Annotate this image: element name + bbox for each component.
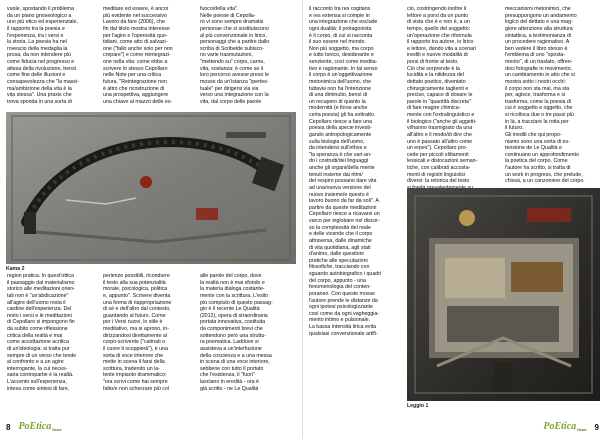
- logo-subtext: News: [52, 428, 62, 432]
- leggio-artwork: [407, 188, 600, 401]
- left-column-1-bottom: region pratica. In quest'ottica il passaggio dal materialismo storico alle meditazioni orien- tali non è "un'abdicazione" all'agire dell'uomo resta il cardine dell'esperienza. Del resto i versi e le meditazioni di Cepollaro si impongono fin da subito come riflessione critica della realtà e mai come accettazione acritica di un'ideologia: si tratta pur sempre di un verso che tende al confronto e a un agire interrogante, la cui neces- saria contropartie è la realtà. L'accento sull'esperienza, intesa come sintesi di fare,: [7, 273, 77, 392]
- right-page: [302, 0, 605, 439]
- left-column-1-top: vuole, spostando il problema da un piano gnoseologico a uno più etico ed esperienziale, il rapporto tra la poesia e l'esperienza, tra i versi e la storia. La poesia ha nel rovescio della medaglia la prosa, da non intendere più come fiducia nel progresso e attesa della rivoluzione, bensì come fine delle illusioni e consapevolezza che "la massi- ma/ambizione della vita è la vita stessa". Una praxis che trova sponda in una sorta di: [7, 6, 79, 105]
- logo-subtext: News: [577, 428, 587, 432]
- logo-text: PoEtica: [18, 421, 52, 432]
- left-footer: [6, 421, 62, 433]
- left-column-3-bottom: alle parole del corpo, dove la realtà non è mai sfondo e la materia dialoga costante- mente con la scrittura. L'esito più compiuto di questo passag- gio è il recente Le Qualità (2012), opera di straordinaria portata innovativa, costituita da componimenti brevi che sottendono però una struttu- ra poematica. Laddove si assisteva a un'interfusione della coscienza e a una messa in scena di una voce interiore, sebbene con tutto il portato che l'esistenza, il "fuori" lasciano in eredità - ora è già scritto - ne Le Qualità: [200, 273, 273, 392]
- kama-artwork: [6, 112, 296, 264]
- poetica-logo: [18, 422, 61, 432]
- leggio-caption: Leggio 1: [407, 403, 429, 409]
- leggio-artwork-image: [407, 188, 600, 401]
- right-column-1: il racconto tra res cogitans e res extensa si compie in una integrazione che esclude ogni dualità: il protagonista è il corpo, di cui si racconta il suo essere nel mondo. Non più soggetto, ma corpo e tutto tonico, desiderante e senziente, così come medita- tivo e ragionante. In tal senso il corpo è un'oggettivazione metonimica dell'uomo, che tuttavia non ha l'intenzione di una diminutio, bensì di un recupero di quanto la modernità (e forse anche certa poesia) gli ha sottratto. Cepollaro riesce a fare una poesia della specie investi- gando antropologicamente sulla biologia dell'uomo, da intendersi sull'ethos e "la speranza è che vari-an- do i costrutti/dei linguaggi anche gli organi/della mente tenuti insieme dai ritmi/ del respiro possano dare vita ad una/nuova versione del nuovo insieme/e questo è lavoro buono da far da soli". A partire da queste meditazioni Cepollaro riesce a ricavarsi un varco per inglobare nel discor- so la complessità del reale e delle vicende che il corpo attraversa, dalle dinamiche di vita quotidiana, agli stati d'animo, dalle questioni pratiche alle speculazioni filosofiche, tracciando con sguardo autobiografico i quadri del corpo, appunto - una fenomenologia del conten- poraneo. Con queste mosse l'autore prende le distanze da ogni ipotesi psicologizzante così come da ogni vagheggia- mento intimo e pulsionale. La bassa intensità lirica evita qualsiasi convenzionale artifi-: [309, 6, 382, 337]
- kama-artwork-image: [6, 112, 296, 264]
- kama-caption: Kama 2: [6, 266, 25, 272]
- left-page: [0, 0, 302, 439]
- page-number: 8: [6, 422, 11, 432]
- right-column-3: meccanismi metonimici, che presuppongono un andamento logico del dettato e una mag- giore attenzione alla struttura sintattica, a testimonianza di un procedere ragionativo. A ben vedere il libro stesso è l'emblema di uno "sposta- mento", di un traslato, offren- doci fotografie in movimento, un cambiamento in atto che si mostra sotto i nostri occhi: il corpo non sta mai, ma sta per, agisce, trasforma e si trasforma, come la poesia di cui è soggetto e oggetto, che si ricolloca due o tre passi più in là, a tracciare la rotta per il futuro. Gli inediti che qui propo- niamo sono una sorta di es- tensione de Le Qualità e continuano un approfondimento la poetica del corpo. Come l'autore ha scritto, si tratta di un work in progress, che prelude, chissà, a un canzoniere del corpo.: [505, 6, 585, 185]
- page-number: 9: [594, 422, 599, 432]
- right-footer: [543, 421, 599, 433]
- logo-text: PoEtica: [543, 421, 577, 432]
- left-column-2-top: meditare ed essere, è ancor più evidente nel successivo Lavoro da fare (2006), che fin dal titolo mostra interesse per l'agire e l'operosità quo- tidiani, come atto di salvazi- one ("fallo anche solo per non crepare") e come reintegrazi- one nella vita: come ebbe a scrivere lo stesso Cepollaro nelle Note per una critica futura, "Reintegrazione non è altro che ricostruzione di una prospettiva, aggiungere una chiave al mazzo delle es-: [103, 6, 173, 105]
- right-column-2: cio, costringendo inoltre il lettore a porsi da un punto di vista che è e non è, a un tempo, quello del soggetto: un'operazione che riformula il rapporto tra autore, io lirico e lettore, dando vita a scenari inediti e nuove modalità di porsi di fronte al testo. Ciò che sorprende è la lucidità e la nitidezza del dettato poetico, diventato chirurgicamente taglienti e preciso, capace di dosare le parole in "quantità discreta" di fare reagire chimica- mente con l'extralinguistico e il biologico ("anche gli aggetti- vi/hanno trasmigrato da una all'altro e il modo/di dire che uno è passato all'altro come un erpes"). Cepollaro pro- cede per piccoli slittamenti lessicali e dislocazioni seman- tiche, con calibrati accosta- menti di registri linguistici diversi: la retorica del testo: [407, 6, 478, 185]
- poetica-logo: [543, 422, 586, 432]
- left-column-2-bottom: perienze possibili, ricondurre il testo alla sua potenzialità morale, psicologica, politica e, appunto". Scrivere diventa una forma di riappropriazione di sé e dell'altro dal contesto, guardando al futuro. Come per i Versi nuovi, lo stile è meditativo, ma si aprono, in- dirizzandosi direttamente al corpo-scrivente ("calmati o il cuore ti scoppierà"), è una sorta di voce interiore che mette in scena il farsi della scrittura, tradendo un la- tente impianto drammatico: "ora scrivi come hai sempre fatto/e non scherzare più col: [103, 273, 172, 392]
- left-column-3-top: fuoco/della vita". Nelle poesie di Cepolla- ro vi sono sempre dramatis personae che si sostituiscono al più convenzionale io lirico, personaggi che a partire dallo scriba di Scribeide subisco- no varie trasmutazioni, "mettendo su" corpo, carne, vita, sostanza: è come se il loro percorso avesse preso le mosse da un'istanza "ipertes- tuale" per dirigersi via via verso una integrazione con la vita, dal corpo delle parole: [200, 6, 270, 105]
